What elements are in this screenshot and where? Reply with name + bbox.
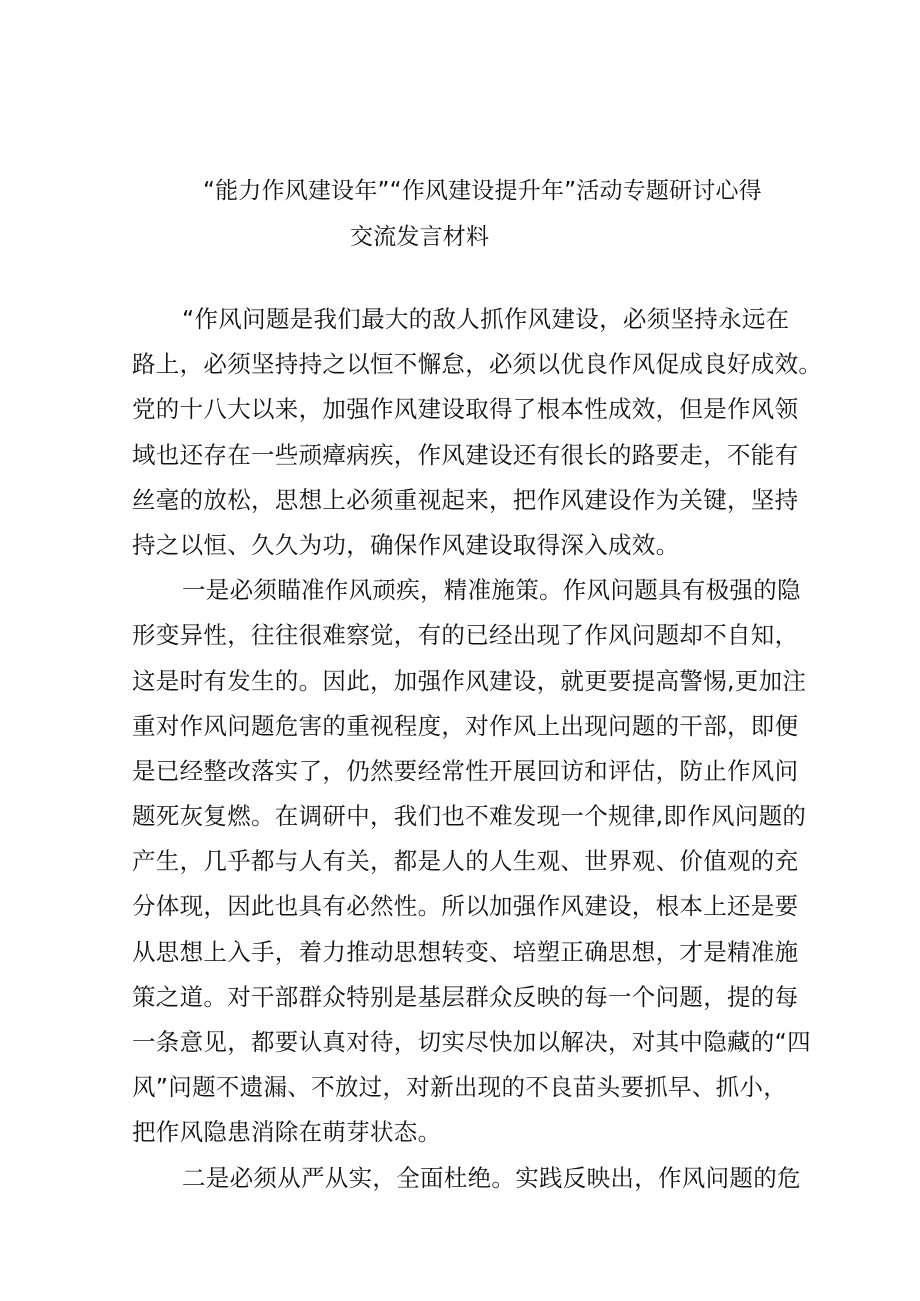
body-line: 重对作风问题危害的重视程度，对作风上出现问题的干部，即便	[132, 711, 799, 740]
body-line: 二是必须从严从实，全面杜绝。实践反映出，作风问题的危	[182, 1163, 801, 1192]
body-line: 策之道。对干部群众特别是基层群众反映的每一个问题，提的每	[132, 982, 799, 1011]
body-line: 路上，必须坚持持之以恒不懈怠，必须以优良作风促成良好成效。	[132, 350, 823, 379]
body-line: 一条意见，都要认真对待，切实尽快加以解决，对其中隐藏的“四	[132, 1028, 811, 1056]
body-line: “作风问题是我们最大的敌人抓作风建设，必须坚持永远在	[182, 305, 790, 333]
document-body	[132, 297, 823, 1201]
document-title	[130, 168, 830, 260]
body-line: 风”问题不遗漏、不放过，对新出现的不良苗头要抓早、抓小，	[132, 1073, 788, 1102]
body-line: 把作风隐患消除在萌芽状态。	[132, 1118, 442, 1147]
body-line: 域也还存在一些顽瘴病疾，作风建设还有很长的路要走，不能有	[132, 440, 799, 469]
body-line: 分体现，因此也具有必然性。所以加强作风建设，根本上还是要	[132, 892, 799, 921]
body-line: 一是必须瞄准作风顽疾，精准施策。作风问题具有极强的隐	[182, 576, 801, 605]
body-line: 从思想上入手，着力推动思想转变、培塑正确思想，才是精准施	[132, 937, 799, 966]
title-line: 交流发言材料	[350, 224, 490, 250]
body-line: 这是时有发生的。因此，加强作风建设，就更要提高警惕,更加注	[132, 666, 807, 695]
body-line: 题死灰复燃。在调研中，我们也不难发现一个规律,即作风问题的	[132, 802, 807, 831]
body-line: 丝毫的放松，思想上必须重视起来，把作风建设作为关键，坚持	[132, 485, 799, 514]
title-line: “能力作风建设年”“作风建设提升年”活动专题研讨心得	[203, 178, 762, 204]
body-line: 产生，几乎都与人有关，都是人的人生观、世界观、价值观的充	[132, 847, 799, 876]
body-line: 持之以恒、久久为功，确保作风建设取得深入成效。	[132, 530, 680, 559]
body-line: 党的十八大以来，加强作风建设取得了根本性成效，但是作风领	[132, 395, 799, 424]
body-line: 是已经整改落实了，仍然要经常性开展回访和评估，防止作风问	[132, 756, 799, 785]
body-line: 形变异性，往往很难察觉，有的已经出现了作风问题却不自知，	[132, 621, 799, 650]
